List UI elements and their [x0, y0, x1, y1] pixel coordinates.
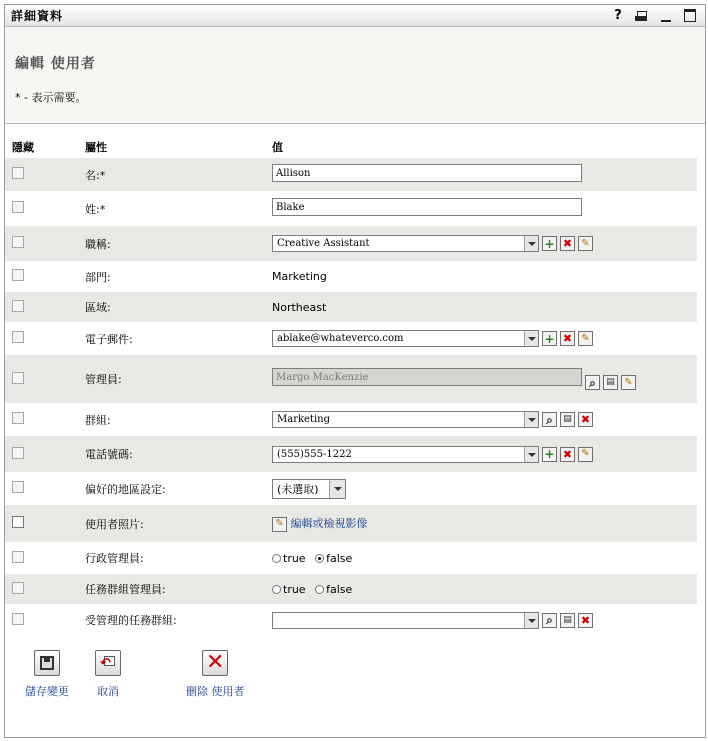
- label-taskgroup-admin: 任務群組管理員:: [85, 574, 272, 604]
- admin-false-radio[interactable]: [315, 554, 324, 563]
- email-value: ablake@whateverco.com: [277, 333, 404, 344]
- remove-icon[interactable]: ✖: [578, 412, 593, 427]
- hide-checkbox-phone[interactable]: [12, 447, 24, 459]
- label-last-name: 姓:*: [85, 202, 106, 216]
- page-title: 編輯 使用者: [15, 56, 96, 72]
- hide-checkbox-email[interactable]: [12, 331, 24, 343]
- table-row-group: [5, 403, 697, 436]
- history-icon[interactable]: ▤: [560, 412, 575, 427]
- hide-checkbox-first-name[interactable]: [12, 167, 24, 179]
- delete-user-button[interactable]: [186, 650, 245, 699]
- hide-checkbox-admin[interactable]: [12, 551, 24, 563]
- label-manager: 管理員:: [85, 355, 272, 403]
- edit-icon[interactable]: ✎: [272, 517, 287, 532]
- minimize-icon[interactable]: [659, 9, 673, 23]
- cancel-button-label: 取消: [97, 685, 119, 698]
- label-department: 部門:: [85, 270, 111, 284]
- add-icon[interactable]: +: [542, 331, 557, 346]
- phone-select[interactable]: [272, 446, 539, 463]
- edit-view-image-link[interactable]: 編輯或檢視影像: [290, 517, 368, 531]
- portlet-title: 詳細資料: [11, 9, 64, 23]
- table-row-last-name: [5, 191, 697, 226]
- print-icon[interactable]: [635, 9, 649, 23]
- value-column-header: 值: [272, 141, 283, 154]
- admin-false-label: false: [326, 551, 353, 565]
- table-row-admin: [5, 542, 697, 574]
- taskgroup-admin-true-radio[interactable]: [272, 585, 281, 594]
- edit-list-icon[interactable]: ✎: [621, 375, 636, 390]
- hide-column-header: 隱藏: [12, 141, 34, 154]
- job-title-value: Creative Assistant: [277, 238, 370, 249]
- chevron-down-icon: [329, 480, 345, 498]
- delete-icon: ✕: [202, 650, 228, 676]
- chevron-down-icon: [524, 447, 538, 462]
- hide-checkbox-locale[interactable]: [12, 481, 24, 493]
- page-header: [5, 27, 705, 124]
- delete-button-label: 刪除 使用者: [186, 685, 245, 698]
- hide-checkbox-managed-taskgroups[interactable]: [12, 613, 24, 625]
- managed-taskgroups-select[interactable]: [272, 612, 539, 629]
- remove-icon[interactable]: ✖: [560, 447, 575, 462]
- hide-checkbox-group[interactable]: [12, 412, 24, 424]
- maximize-icon[interactable]: [683, 9, 697, 23]
- portlet-tools: [611, 9, 705, 23]
- save-icon: [34, 650, 60, 676]
- cancel-icon: [95, 650, 121, 676]
- chevron-down-icon: [524, 613, 538, 628]
- email-select[interactable]: [272, 330, 539, 347]
- table-header-row: [5, 128, 697, 158]
- attribute-column-header: 屬性: [85, 141, 107, 154]
- hide-checkbox-photo[interactable]: [12, 516, 24, 528]
- table-row-region: [5, 292, 697, 322]
- first-name-input[interactable]: Allison: [272, 164, 582, 182]
- hide-checkbox-region[interactable]: [12, 300, 24, 312]
- admin-true-label: true: [283, 551, 306, 565]
- chevron-down-icon: [524, 236, 538, 251]
- locale-value: (未選取): [277, 482, 319, 496]
- table-row-managed-taskgroups: [5, 604, 697, 636]
- add-icon[interactable]: +: [542, 236, 557, 251]
- hide-checkbox-manager[interactable]: [12, 372, 24, 384]
- label-phone: 電話號碼:: [85, 436, 272, 472]
- required-note: * - 表示需要。: [15, 91, 87, 104]
- portlet-titlebar: [5, 5, 705, 27]
- history-icon[interactable]: ▤: [603, 375, 618, 390]
- group-value: Marketing: [277, 414, 331, 425]
- taskgroup-admin-true-label: true: [283, 582, 306, 596]
- label-region: 區域:: [85, 292, 272, 322]
- remove-icon[interactable]: ✖: [560, 331, 575, 346]
- locale-select[interactable]: [272, 479, 346, 499]
- last-name-input[interactable]: Blake: [272, 198, 582, 216]
- table-row-manager: [5, 355, 697, 403]
- job-title-select[interactable]: [272, 235, 539, 252]
- table-row-taskgroup-admin: [5, 574, 697, 604]
- table-row-photo: [5, 505, 697, 542]
- label-first-name: 名:*: [85, 158, 272, 191]
- add-icon[interactable]: +: [542, 447, 557, 462]
- hide-checkbox-department[interactable]: [12, 269, 24, 281]
- edit-icon[interactable]: ✎: [578, 236, 593, 251]
- search-icon[interactable]: ⌕: [542, 412, 557, 427]
- edit-icon[interactable]: ✎: [578, 447, 593, 462]
- label-photo: 使用者照片:: [85, 505, 272, 542]
- department-value: Marketing: [272, 270, 327, 283]
- label-job-title: 職稱:: [85, 226, 272, 261]
- table-row-department: [5, 261, 697, 292]
- label-admin: 行政管理員:: [85, 552, 144, 565]
- chevron-down-icon: [524, 412, 538, 427]
- search-icon[interactable]: ⌕: [542, 613, 557, 628]
- table-row-email: [5, 322, 697, 355]
- chevron-down-icon: [524, 331, 538, 346]
- save-button-label: 儲存變更: [25, 685, 69, 698]
- label-email: 電子郵件:: [85, 332, 133, 346]
- label-locale: 偏好的地區設定:: [85, 482, 166, 496]
- hide-checkbox-job-title[interactable]: [12, 236, 24, 248]
- phone-value: (555)555-1222: [277, 448, 352, 460]
- table-row-locale: [5, 472, 697, 505]
- search-icon[interactable]: ⌕: [585, 375, 600, 390]
- taskgroup-admin-false-radio[interactable]: [315, 585, 324, 594]
- label-group: 群組:: [85, 413, 111, 427]
- group-select[interactable]: [272, 411, 539, 428]
- save-button[interactable]: [25, 650, 69, 699]
- hide-checkbox-last-name[interactable]: [12, 201, 24, 213]
- table-row-job-title: [5, 226, 697, 261]
- table-row-phone: [5, 436, 697, 472]
- label-managed-taskgroups: 受管理的任務群組:: [85, 614, 177, 627]
- hide-checkbox-taskgroup-admin[interactable]: [12, 582, 24, 594]
- table-row-first-name: [5, 158, 697, 191]
- edit-icon[interactable]: ✎: [578, 331, 593, 346]
- attribute-table: [5, 128, 697, 636]
- history-icon[interactable]: ▤: [560, 613, 575, 628]
- taskgroup-admin-false-label: false: [326, 582, 353, 596]
- action-bar: [5, 650, 697, 710]
- remove-icon[interactable]: ✖: [578, 613, 593, 628]
- help-icon[interactable]: ?: [614, 8, 622, 23]
- admin-true-radio[interactable]: [272, 554, 281, 563]
- remove-icon[interactable]: ✖: [560, 236, 575, 251]
- cancel-button[interactable]: [95, 650, 121, 699]
- manager-input: Margo MacKenzie: [272, 368, 582, 386]
- region-value: Northeast: [272, 292, 697, 322]
